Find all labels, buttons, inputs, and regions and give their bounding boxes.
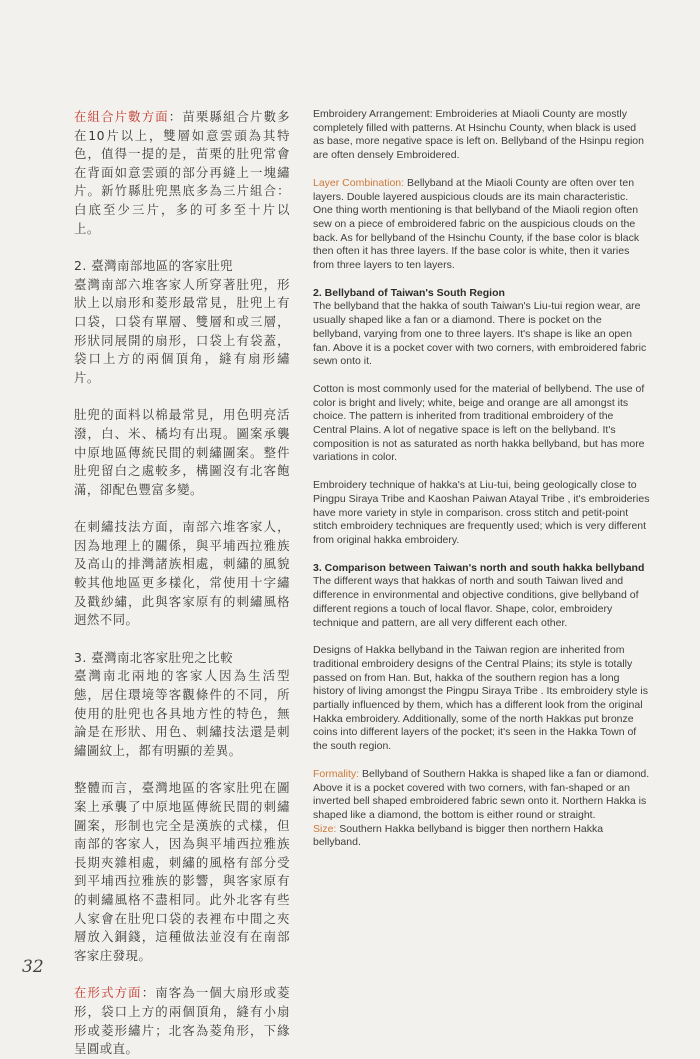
- en-section-3-para-2: Designs of Hakka bellyband in the Taiwan region are inherited from traditional embroidery designs of the Central Plains; its style is totally passed on from Han. But, hakka of the southern region has a long history of living amongst the Pingpu Siraya Tribe . Its embroidery style is partially influenced by them, which has a different look from the original Hakka embroidery. Additionally, some of the north Hakkas put bronze coins into different layers of the pocket; it's seen in the Hakka Town of the south region.: [313, 644, 648, 753]
- cn-paragraph-form: 在形式方面：南客為一個大扇形或菱形，袋口上方的兩個頂角，縫有小扇形或菱形繡片；北客為菱角形，下緣呈圓或直。: [74, 985, 290, 1057]
- en-section-2-heading: 2. Bellyband of Taiwan's South Region: [313, 286, 505, 299]
- en-paragraph-layer: Layer Combination: Bellyband at the Miaoli County are often over ten layers. Double layered auspicious clouds are its main characteristic. One thing worth mentioning is that bellyband of the Miaoli region often sew on a piece of embroidered fabric on the auspicious clouds on the back. As for bellyband of the Hsinchu County, if the base color is black then often it has three layers. If the base color is white, then it varies from three layers to ten layers.: [313, 176, 640, 272]
- cn-paragraph-combination: 在組合片數方面：苗栗縣組合片數多在10片以上，雙層如意雲頭為其特色，值得一提的是，苗栗的肚兜常會在背面如意雲頭的部分再縫上一塊繡片。新竹縣肚兜黑底多為三片組合：白底至少三片，多的可多至十片以上。: [74, 109, 291, 236]
- en-label-layer: Layer Combination:: [313, 176, 405, 189]
- cn-section-2-para-2: 肚兜的面料以棉最常見，用色明亮活潑，白、米、橘均有出現。圖案承襲中原地區傳統民間的刺繡圖案。整件肚兜留白之處較多，構圖沒有北客飽滿，卻配色豐富多變。: [74, 407, 290, 497]
- en-section-3-para-1: The different ways that hakkas of north and south Taiwan lived and difference in environmental and objective conditions, give bellyband of different regions a touch of local flavor. Shape, color, embroidery technique and pattern, are all very different each other.: [313, 575, 639, 629]
- en-section-3-heading: 3. Comparison between Taiwan's north and south hakka bellyband: [313, 561, 645, 574]
- en-section-2-para-1: The bellyband that the hakka of south Taiwan's Liu-tui region wear, are usually shaped like a fan or a diamond. There is pocket on the bellyband, varying from one to three layers. It's shape is like an open fan. Above it is a pocket cover with two corners, with embroidered fabric sewn onto it.: [313, 300, 647, 368]
- cn-section-2-para-1: 臺灣南部六堆客家人所穿著肚兜，形狀上以扇形和菱形最常見，肚兜上有口袋，口袋有單層、雙層和或三層，形狀同展開的扇形，口袋上有袋蓋，袋口上方的兩個頂角，縫有扇形繡片。: [74, 276, 290, 385]
- cn-label-combination: 在組合片數方面: [74, 109, 169, 124]
- chinese-column: [74, 108, 290, 1059]
- en-paragraph-arrangement: Embroidery Arrangement: Embroideries at Miaoli County are mostly completely filled with patterns. At Hsinchu County, when black is used as base, more negative space is left on. Bellyband of the Hsinpu region are often densely Embroidered.: [313, 108, 644, 162]
- english-column: [313, 108, 650, 850]
- cn-section-3-para-1: 臺灣南北兩地的客家人因為生活型態，居住環境等客觀條件的不同，所使用的肚兜也各具地方性的特色，無論是在形狀、用色、刺繡技法還是刺繡圖紋上，都有明顯的差異。: [74, 668, 290, 758]
- en-label-formality: Formality:: [313, 767, 360, 780]
- en-label-size: Size:: [313, 822, 337, 835]
- cn-label-form: 在形式方面: [74, 985, 142, 1001]
- en-paragraph-size: Size: Southern Hakka bellyband is bigger then northern Hakka bellyband.: [313, 822, 604, 849]
- cn-section-2-heading: 2. 臺灣南部地區的客家肚兜: [74, 258, 234, 274]
- cn-section-3-para-2: 整體而言，臺灣地區的客家肚兜在圖案上承襲了中原地區傳統民間的刺繡圖案，形制也完全是漢族的式樣，但南部的客家人，因為與平埔西拉雅族長期夾雜相處，刺繡的風格有部分受到平埔西拉雅族的影響，與客家原有的刺繡風格不盡相同。此外北客有些人家會在肚兜口袋的表裡布中間之夾層放入銅錢，這種做法並沒有在南部客家庄發現。: [74, 780, 290, 963]
- en-section-2-para-3: Embroidery technique of hakka's at Liu-tui, being geologically close to Pingpu Siraya Tribe and Kaoshan Paiwan Atayal Tribe , it's embroideries have more variety in style in comparison. cross stitch and petit-point stitch embroidery techniques are frequently used; which is very different from original hakka embroidery.: [313, 479, 650, 546]
- en-section-2-para-2: Cotton is most commonly used for the material of bellybend. The use of color is bright and lively; white, beige and orange are all amongst its choice. The pattern is inherited from traditional embroidery of the Central Plains. A lot of negative space is left on the bellyband. It's composition is not as saturated as north hakka bellyband, but has more variations in color.: [313, 382, 645, 464]
- page-number: 32: [22, 957, 44, 977]
- cn-section-3-heading: 3. 臺灣南北客家肚兜之比較: [74, 649, 234, 665]
- en-paragraph-formality: Formality: Bellyband of Southern Hakka is shaped like a fan or diamond. Above it is a pocket covered with two corners, with fan-shaped or an inverted bell shaped embroidered fabric sewn onto it. Northern Hakka is shaped like a diamond, the bottom is either round or straight.: [313, 767, 650, 821]
- cn-section-2-para-3: 在刺繡技法方面，南部六堆客家人，因為地理上的關係，與平埔西拉雅族及高山的排灣諸族相處，刺繡的風貌較其他地區更多樣化，常使用十字繡及戳紗繡，此與客家原有的刺繡風格迥然不同。: [74, 519, 290, 628]
